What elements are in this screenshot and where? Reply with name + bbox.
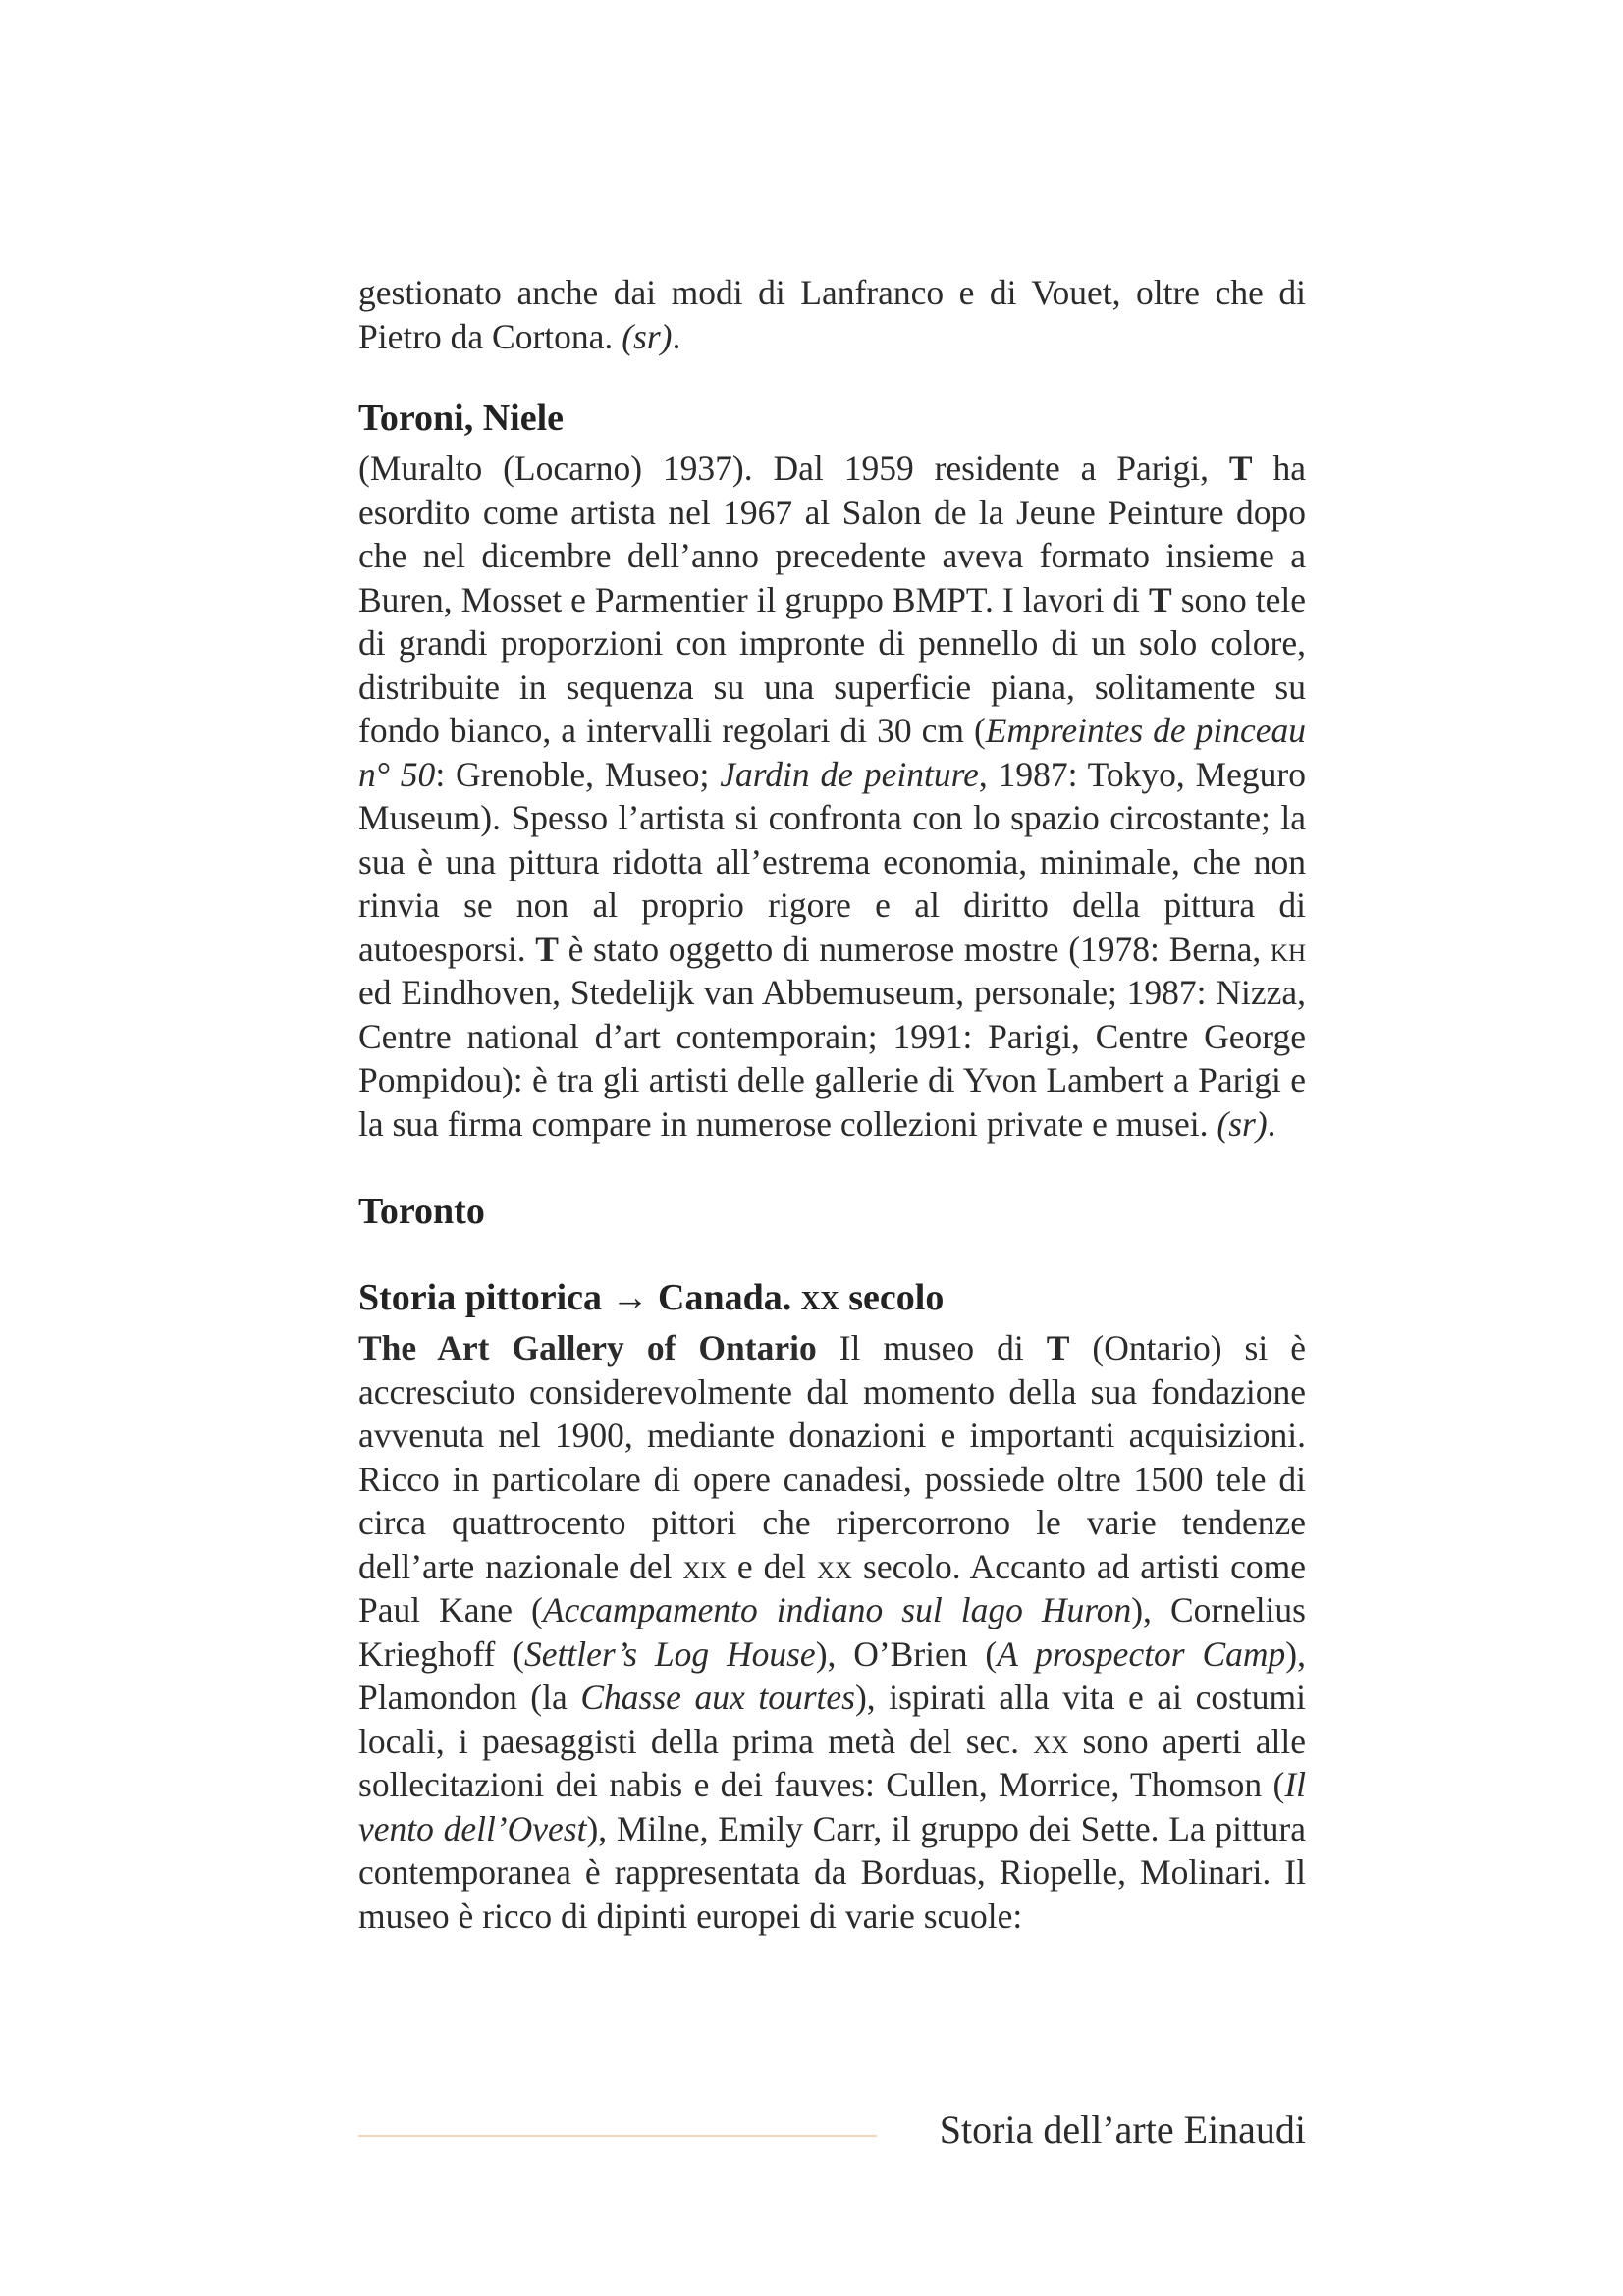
- subheading-text-c: secolo: [848, 1277, 945, 1318]
- toronto-text-8: ), ispirati alla vita e ai costumi locali, i paesaggisti della prima metà del sec.: [358, 1678, 1307, 1761]
- toroni-text-1: (Muralto (Locarno) 1937). Dal 1959 residente a Parigi,: [358, 449, 1229, 488]
- toronto-work-3: A prospector Camp: [997, 1633, 1286, 1674]
- toroni-work-title-1: Empreintes de pinceau n° 50: [358, 711, 1307, 794]
- toronto-century-xix: xix: [682, 1546, 727, 1586]
- toroni-author: (sr): [1217, 1103, 1268, 1144]
- toroni-work-title-2: Jardin de peinture: [720, 754, 979, 794]
- toronto-subheading: [358, 1275, 1306, 1320]
- toronto-text-10: ), Milne, Emily Carr, il gruppo dei Sette. La pittura contemporanea è rappresentata da Borduas, Riopelle, Molinari. Il museo è ricco di dipinti europei di varie scuole:: [358, 1808, 1306, 1936]
- toronto-abbrev: T: [1046, 1328, 1070, 1367]
- toronto-text-1: Il museo di: [816, 1328, 1047, 1367]
- museum-name: The Art Gallery of Ontario: [358, 1328, 817, 1367]
- page-body: [358, 271, 1306, 1938]
- cross-reference-arrow-icon: →: [611, 1277, 649, 1318]
- intro-author: (sr): [622, 316, 673, 356]
- entry-heading-toronto: Toronto: [358, 1191, 485, 1232]
- toronto-century-xx-1: xx: [816, 1546, 853, 1586]
- toroni-text-5: , 1987: Tokyo, Meguro Museum). Spesso l’artista si confronta con lo spazio circostante; la sua è una pittura ridotta all’estrema economia, minimale, che non rinvia se non al proprio rigore e al diritto della pittura di autoesporsi.: [358, 754, 1306, 969]
- intro-text: gestionato anche dai modi di Lanfranco e di Vouet, oltre che di Pietro da Cortona.: [358, 273, 1306, 356]
- toronto-text-4: secolo. Accanto ad artisti come Paul Kane (: [358, 1546, 1306, 1629]
- toroni-paragraph: [358, 447, 1306, 1146]
- toroni-text-3: sono tele di grandi proporzioni con impronte di pennello di un solo colore, distribuite in sequenza su una superficie piana, solitamente su fondo bianco, a intervalli regolari di 30 cm (: [358, 579, 1306, 750]
- toroni-end: .: [1267, 1103, 1276, 1144]
- intro-paragraph: [358, 271, 1306, 358]
- subheading-text-b: Canada.: [658, 1277, 792, 1318]
- toronto-text-7: ), Plamondon (la: [358, 1633, 1306, 1717]
- toroni-kh-abbrev: kh: [1270, 929, 1306, 969]
- toronto-century-xx-2: xx: [1033, 1721, 1069, 1761]
- toroni-abbrev-2: T: [1149, 579, 1172, 619]
- page-footer: [358, 2106, 1306, 2155]
- intro-end: .: [672, 316, 681, 356]
- toronto-text-2: (Ontario) si è accresciuto considerevolmente dal momento della sua fondazione avvenuta nel 1900, mediante donazioni e importanti acquisizioni. Ricco in particolare di opere canadesi, possiede oltre 1500 tele di circa quattrocento pittori che ripercorrono le varie tendenze dell’arte nazionale del: [358, 1328, 1306, 1586]
- footer-rule: [358, 2135, 877, 2137]
- subheading-text-a: Storia pittorica: [358, 1277, 603, 1318]
- toronto-text-9: sono aperti alle sollecitazioni dei nabis e dei fauves: Cullen, Morrice, Thomson (: [358, 1721, 1306, 1804]
- toroni-text-4: : Grenoble, Museo;: [435, 754, 721, 794]
- footer-publication-title: Storia dell’arte Einaudi: [939, 2108, 1306, 2152]
- toronto-paragraph: [358, 1326, 1306, 1938]
- toronto-work-1: Accampamento indiano sul lago Huron: [542, 1590, 1132, 1629]
- toroni-abbrev-3: T: [535, 929, 559, 969]
- toroni-text-2: ha esordito come artista nel 1967 al Salon de la Jeune Peinture dopo che nel dicembre dell’anno precedente aveva formato insieme a Buren, Mosset e Parmentier il gruppo BMPT. I lavori di: [358, 449, 1306, 619]
- toronto-text-5: ), Cornelius Krieghoff (: [358, 1590, 1307, 1674]
- toronto-text-6: ), O’Brien (: [815, 1633, 998, 1674]
- toroni-text-6: è stato oggetto di numerose mostre (1978: Berna,: [558, 929, 1271, 969]
- toroni-text-7: ed Eindhoven, Stedelijk van Abbemuseum, personale; 1987: Nizza, Centre national d’art contemporain; 1991: Parigi, Centre George Pompidou): è tra gli artisti delle gallerie di Yvon Lambert a Parigi e la sua firma compare in numerose collezioni private e musei.: [358, 973, 1306, 1144]
- toroni-abbrev-1: T: [1228, 449, 1253, 488]
- toronto-work-5: Il vento dell’Ovest: [358, 1765, 1306, 1848]
- subheading-century: xx: [800, 1277, 839, 1318]
- toronto-work-4: Chasse aux tourtes: [580, 1678, 855, 1717]
- toronto-text-3: e del: [726, 1546, 817, 1586]
- entry-heading-toroni: Toroni, Niele: [358, 398, 565, 439]
- toronto-work-2: Settler’s Log House: [524, 1633, 816, 1674]
